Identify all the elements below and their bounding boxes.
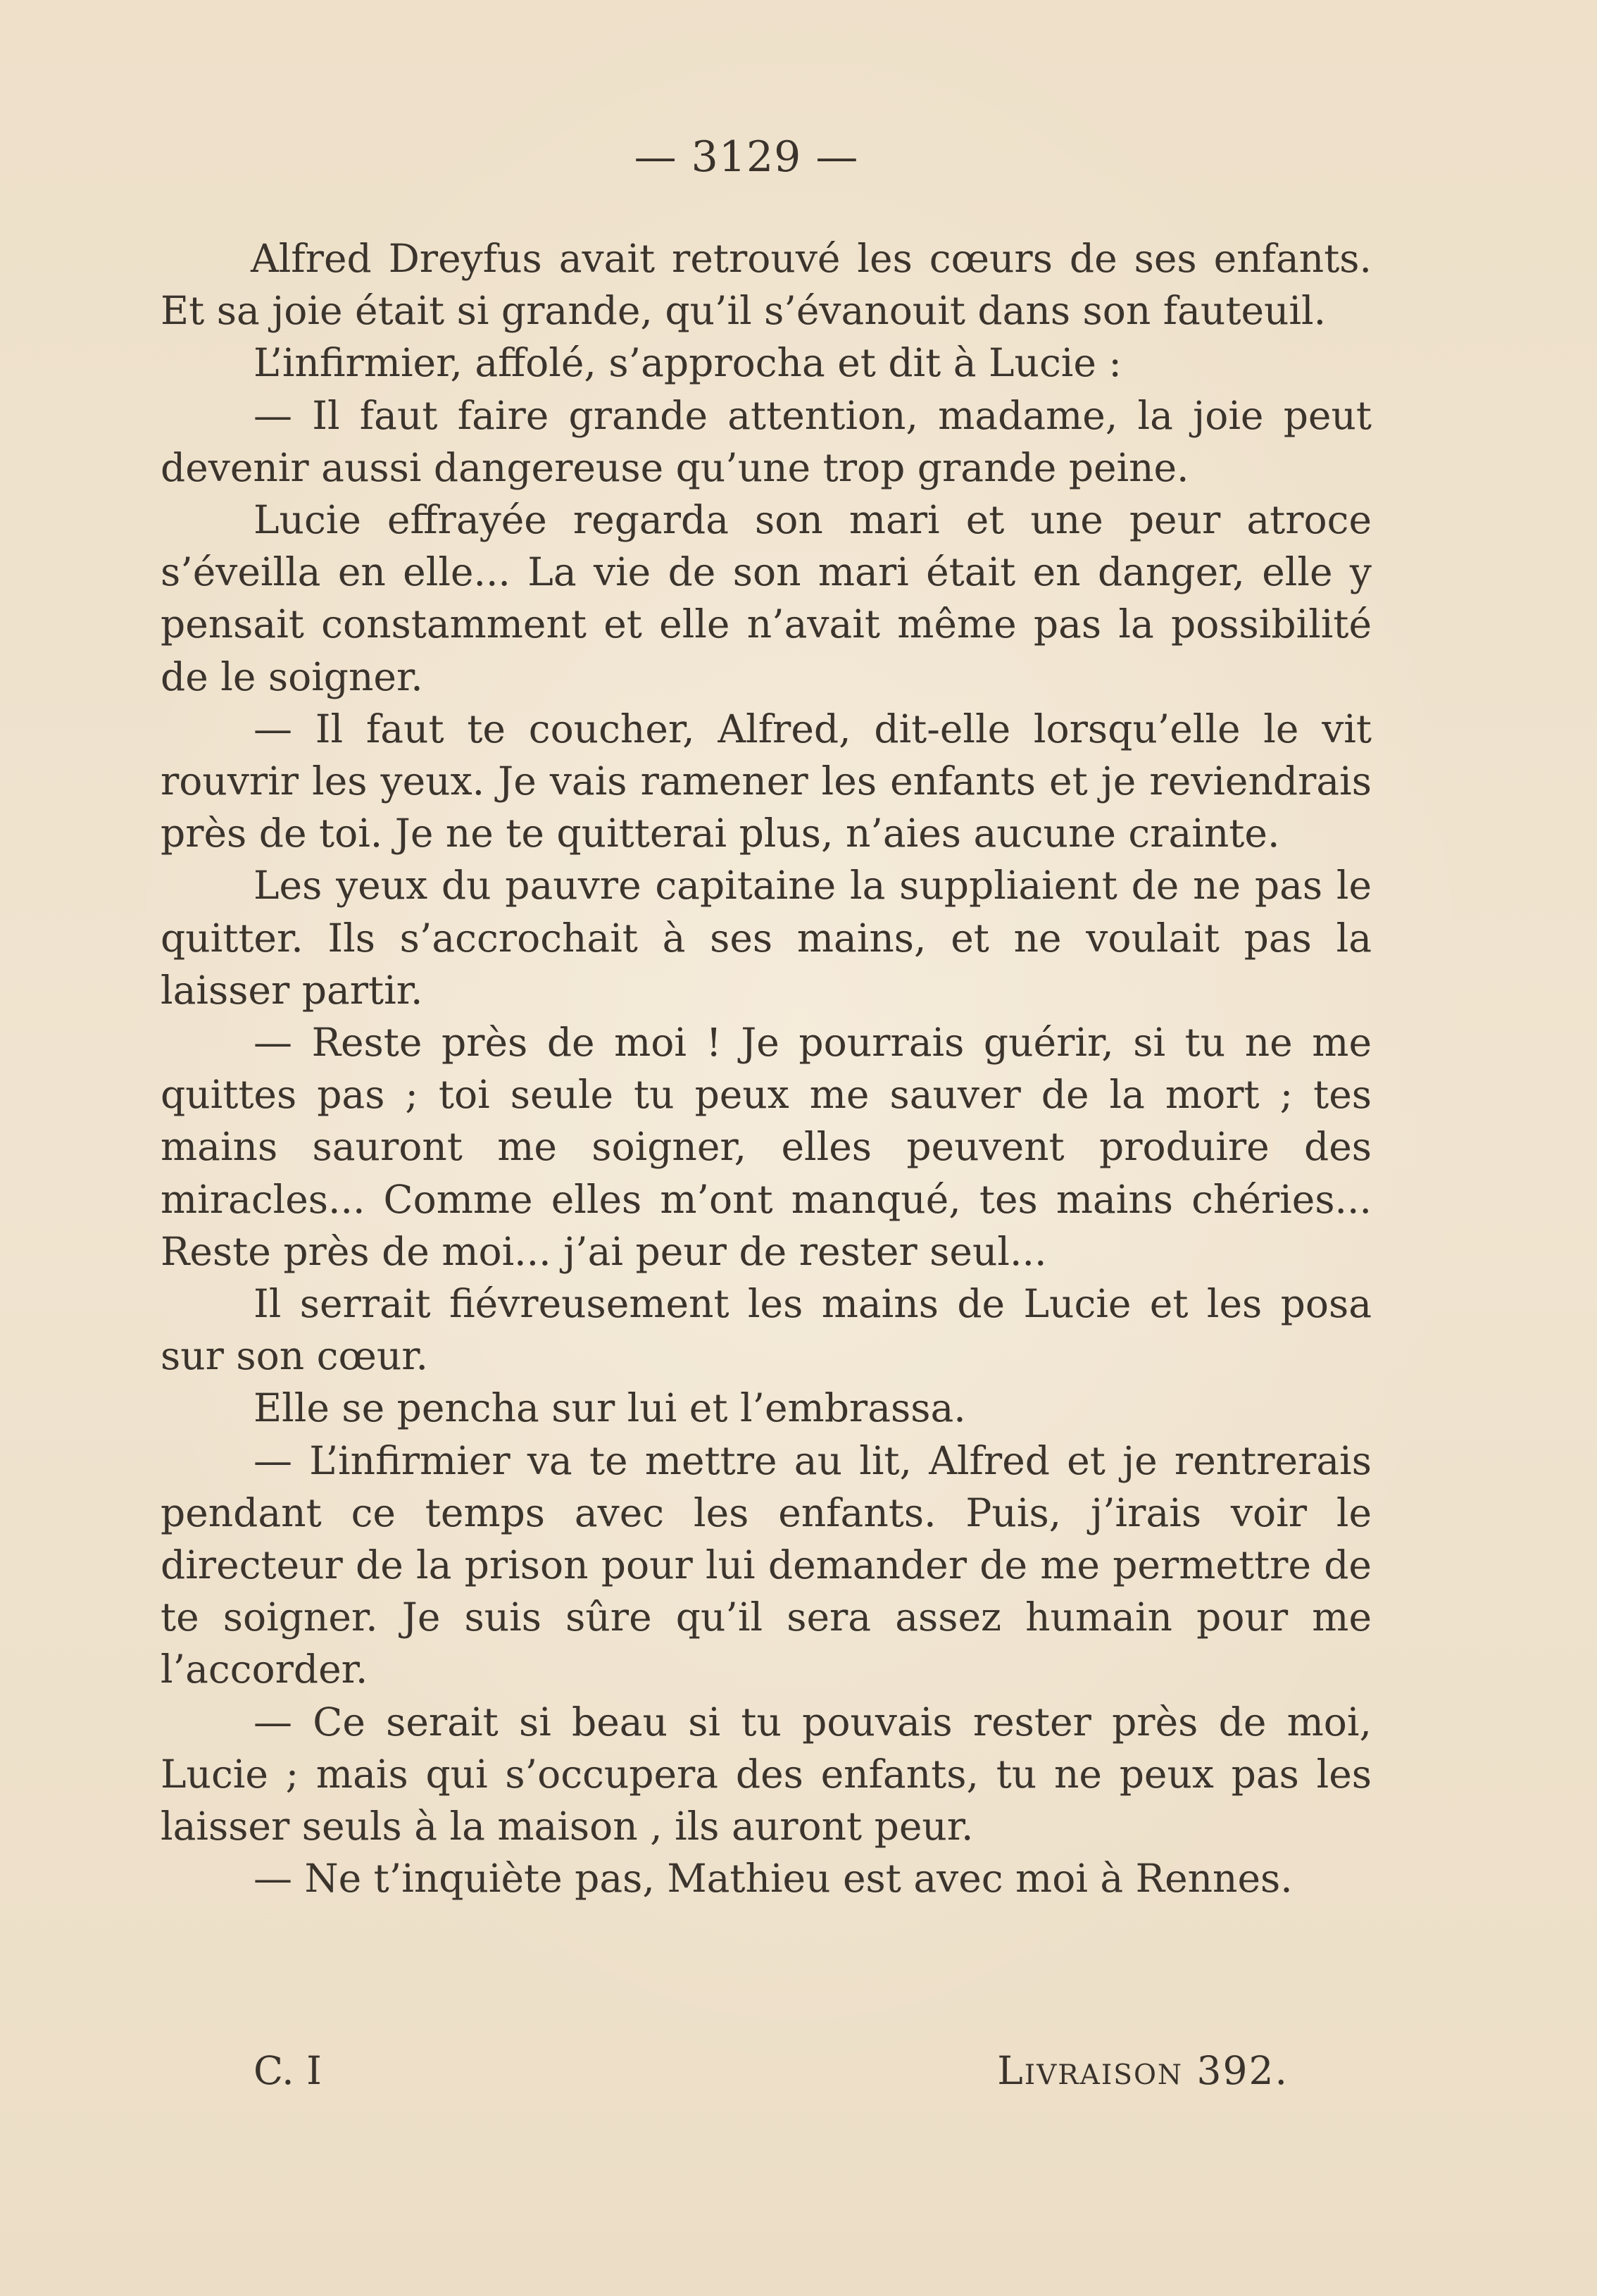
- paragraph: L’infirmier, affolé, s’approcha et dit à Lucie :: [253, 340, 1122, 386]
- body-text: [161, 232, 1372, 1905]
- paragraph: — Il faut te coucher, Alfred, dit-elle lorsqu’elle le vit rouvrir les yeux. Je vais ramener les enfants et je reviendrais près de toi. Je ne te quitterai plus, n’aies aucune crainte.: [161, 706, 1372, 856]
- paragraph: — Il faut faire grande attention, madame, la joie peut devenir aussi dangereuse qu’une trop grande peine.: [161, 392, 1372, 490]
- page-number: — 3129 —: [634, 132, 859, 182]
- paragraph: Elle se pencha sur lui et l’embrassa.: [253, 1385, 966, 1431]
- paragraph: — L’infirmier va te mettre au lit, Alfred et je rentrerais pendant ce temps avec les enfants. Puis, j’irais voir le directeur de la prison pour lui demander de me permettre de te soigner. Je suis sûre qu’il sera assez humain pour me l’accorder.: [161, 1437, 1372, 1692]
- page-footer: [253, 2048, 1289, 2093]
- paragraph: Alfred Dreyfus avait retrouvé les cœurs de ses enfants. Et sa joie était si grande, qu’il s’évanouit dans son fauteuil.: [161, 236, 1372, 334]
- paragraph: Les yeux du pauvre capitaine la suppliaient de ne pas le quitter. Ils s’accrochait à ses mains, et ne voulait pas la laisser partir.: [161, 863, 1372, 1013]
- paragraph: — Ce serait si beau si tu pouvais rester près de moi, Lucie ; mais qui s’occupera des enfants, tu ne peux pas les laisser seuls à la maison , ils auront peur.: [161, 1699, 1372, 1849]
- livraison-number: Livraison 392.: [997, 2048, 1289, 2093]
- paragraph: Il serrait fiévreusement les mains de Lucie et les posa sur son cœur.: [161, 1281, 1372, 1379]
- signature-mark: C. I: [253, 2048, 322, 2093]
- paragraph: Lucie effrayée regarda son mari et une peur atroce s’éveilla en elle... La vie de son mari était en danger, elle y pensait constamment et elle n’avait même pas la possibilité de le soigner.: [161, 497, 1372, 699]
- paragraph: — Ne t’inquiète pas, Mathieu est avec moi à Rennes.: [253, 1856, 1293, 1902]
- paragraph: — Reste près de moi ! Je pourrais guérir, si tu ne me quittes pas ; toi seule tu peux me sauver de la mort ; tes mains sauront me soigner, elles peuvent produire des miracles... Comme elles m’ont manqué, tes mains chéries... Reste près de moi... j’ai peur de rester seul...: [161, 1020, 1372, 1274]
